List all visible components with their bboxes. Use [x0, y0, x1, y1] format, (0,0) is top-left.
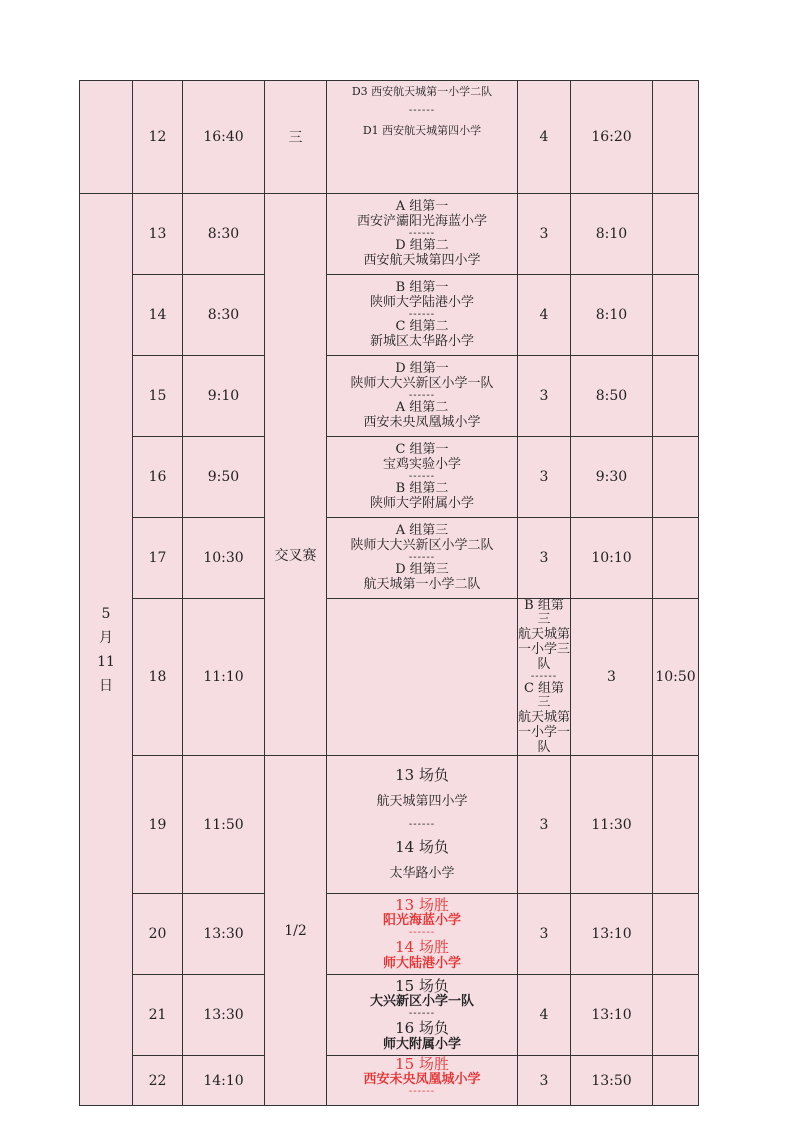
team-a-source: 13 场胜	[395, 896, 449, 914]
matchup-cell	[327, 756, 518, 894]
team-a-group: C 组第一	[395, 442, 449, 457]
table-row	[80, 275, 699, 356]
team-a-group: B 组第三	[524, 598, 564, 627]
match-time: 11:10	[183, 599, 265, 756]
match-time: 9:10	[183, 356, 265, 437]
note-cell	[653, 1056, 699, 1106]
team-b-name: 师大陆港小学	[382, 956, 461, 971]
team-b-group: B 组第二	[395, 481, 449, 496]
versus-separator: ------	[408, 927, 436, 938]
round-cell: 1/2	[265, 756, 327, 1106]
matchup-cell	[327, 356, 518, 437]
team-b-name: 师大附属小学	[382, 1037, 461, 1052]
team-a-name: 西安浐灞阳光海蓝小学	[356, 214, 487, 229]
table-row	[80, 599, 699, 756]
team-a-name: 陕师大大兴新区小学二队	[350, 538, 494, 553]
note-cell	[653, 194, 699, 275]
round-cell: 交叉赛	[265, 356, 327, 756]
table-row	[80, 1056, 699, 1106]
match-number: 17	[133, 518, 183, 599]
match-time: 9:50	[183, 437, 265, 518]
team-b-name: 西安航天城第四小学	[363, 253, 481, 268]
court-number: 3	[571, 599, 653, 756]
team-b-source: 14 场胜	[395, 938, 449, 956]
team-b-name: 航天城第一小学一队	[518, 710, 571, 755]
matchup-cell	[327, 275, 518, 356]
check-in-time: 10:10	[571, 518, 653, 599]
match-time: 11:50	[183, 756, 265, 894]
date-cell-prev	[80, 81, 133, 194]
round-cell: 三	[265, 81, 327, 194]
team-b-group: C 组第二	[395, 319, 449, 334]
team-b-name: 新城区太华路小学	[369, 334, 474, 349]
match-time: 13:30	[183, 894, 265, 975]
match-time: 16:40	[183, 81, 265, 194]
team-b-source: 14 场负	[395, 837, 449, 856]
check-in-time: 13:10	[571, 975, 653, 1056]
match-number: 14	[133, 275, 183, 356]
match-number: 16	[133, 437, 183, 518]
note-cell	[653, 975, 699, 1056]
matchup-cell	[327, 1056, 518, 1106]
team-b-group: C 组第三	[523, 681, 565, 710]
table-row	[80, 437, 699, 518]
check-in-time: 9:30	[571, 437, 653, 518]
matchup-cell	[327, 194, 518, 275]
versus-separator: ------	[408, 818, 436, 830]
team-b-source: 16 场负	[395, 1019, 449, 1037]
team-a-group: D 组第一	[395, 361, 449, 376]
match-number: 20	[133, 894, 183, 975]
match-number: 18	[133, 599, 183, 756]
match-time: 8:30	[183, 194, 265, 275]
court-number: 3	[518, 756, 571, 894]
matchup-cell	[518, 599, 571, 756]
matchup-cell	[327, 894, 518, 975]
check-in-time: 8:10	[571, 194, 653, 275]
team-b-group: D 组第二	[395, 238, 449, 253]
team-a-source: 13 场负	[395, 765, 449, 784]
matchup-cell	[327, 975, 518, 1056]
team-b-name: 航天城第一小学二队	[363, 577, 481, 592]
check-in-time: 13:10	[571, 894, 653, 975]
team-b-group: D 组第三	[395, 562, 449, 577]
note-cell	[653, 356, 699, 437]
court-number: 3	[518, 518, 571, 599]
team-b-name: 太华路小学	[389, 865, 455, 881]
team-a-name: 阳光海蓝小学	[382, 913, 461, 928]
match-time: 14:10	[183, 1056, 265, 1106]
team-a-source: 15 场负	[395, 977, 449, 995]
team-b-label: D1 西安航天城第四小学	[362, 124, 482, 137]
check-in-time: 8:10	[571, 275, 653, 356]
versus-separator: ------	[408, 1008, 436, 1019]
team-a-name: 陕师大学陆港小学	[369, 295, 474, 310]
table-row	[80, 756, 699, 894]
court-number: 3	[518, 1056, 571, 1106]
schedule-table	[79, 80, 699, 1106]
court-number: 4	[518, 975, 571, 1056]
team-b-name: 西安未央凤凰城小学	[363, 415, 481, 430]
court-number: 4	[518, 275, 571, 356]
matchup-cell	[327, 437, 518, 518]
check-in-time: 13:50	[571, 1056, 653, 1106]
team-a-name: 大兴新区小学一队	[369, 994, 474, 1009]
note-cell	[653, 81, 699, 194]
check-in-time: 8:50	[571, 356, 653, 437]
table-row	[80, 894, 699, 975]
team-a-name: 陕师大大兴新区小学一队	[350, 376, 494, 391]
versus-separator: ------	[530, 671, 558, 682]
table-row	[80, 194, 699, 275]
date-cell: 5 月 11 日	[80, 194, 133, 1106]
table-row	[80, 356, 699, 437]
match-time: 13:30	[183, 975, 265, 1056]
team-a-source: 15 场胜	[395, 1056, 449, 1073]
versus-separator: ------	[408, 471, 436, 482]
note-cell	[653, 756, 699, 894]
team-a-group: A 组第三	[395, 523, 449, 538]
table-row	[80, 81, 699, 194]
team-a-name: 航天城第四小学	[376, 793, 468, 809]
check-in-time: 11:30	[571, 756, 653, 894]
court-number: 3	[518, 194, 571, 275]
court-number: 3	[518, 894, 571, 975]
versus-separator: ------	[408, 390, 436, 401]
team-a-label: D3 西安航天城第一小学二队	[351, 85, 493, 98]
note-cell	[653, 437, 699, 518]
team-a-name: 宝鸡实验小学	[382, 457, 461, 472]
match-number: 19	[133, 756, 183, 894]
court-number: 3	[518, 356, 571, 437]
match-number: 13	[133, 194, 183, 275]
round-cell-blank	[265, 194, 327, 356]
match-number: 21	[133, 975, 183, 1056]
team-a-name: 航天城第一小学三队	[518, 627, 571, 672]
match-number: 12	[133, 81, 183, 194]
versus-separator: ------	[408, 105, 436, 116]
matchup-cell	[327, 81, 518, 194]
check-in-time: 10:50	[653, 599, 699, 756]
match-number: 22	[133, 1056, 183, 1106]
versus-separator: ------	[408, 552, 436, 563]
round-cell-blank	[327, 599, 518, 756]
team-a-group: B 组第一	[395, 280, 449, 295]
court-number: 3	[518, 437, 571, 518]
table-row	[80, 518, 699, 599]
team-b-group: A 组第二	[395, 400, 449, 415]
team-a-group: A 组第一	[395, 199, 449, 214]
matchup-cell	[327, 518, 518, 599]
match-time: 8:30	[183, 275, 265, 356]
versus-separator: ------	[408, 1086, 436, 1097]
match-time: 10:30	[183, 518, 265, 599]
note-cell	[653, 275, 699, 356]
table-row	[80, 975, 699, 1056]
check-in-time: 16:20	[571, 81, 653, 194]
note-cell	[653, 894, 699, 975]
team-b-name: 陕师大学附属小学	[369, 496, 474, 511]
court-number: 4	[518, 81, 571, 194]
note-cell	[653, 518, 699, 599]
match-number: 15	[133, 356, 183, 437]
team-a-name: 西安未央凤凰城小学	[363, 1072, 481, 1087]
versus-separator: ------	[408, 228, 436, 239]
versus-separator: ------	[408, 309, 436, 320]
